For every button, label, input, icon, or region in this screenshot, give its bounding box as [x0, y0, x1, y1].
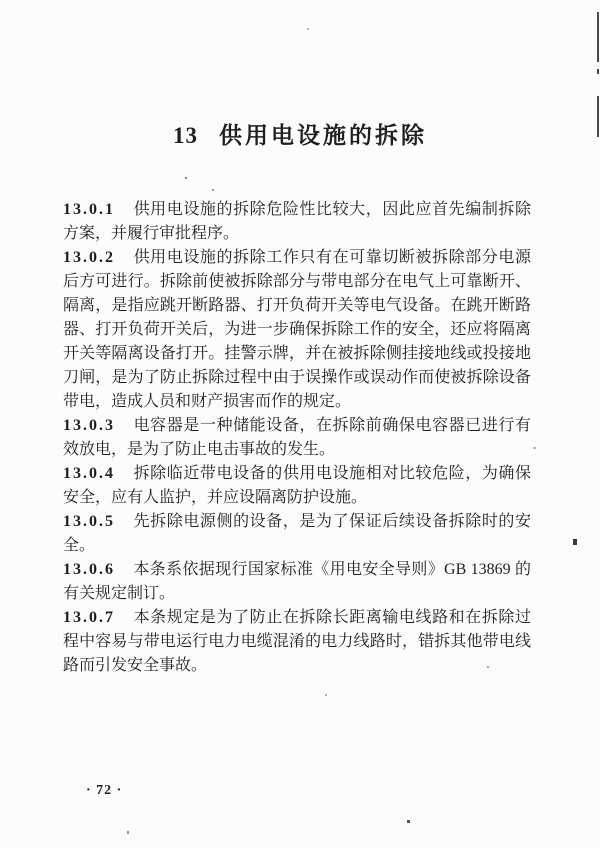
clause-list	[63, 198, 531, 678]
clause-text: 先拆除电源侧的设备，是为了保证后续设备拆除时的安全。	[63, 513, 531, 554]
clause-text: 本条系依据现行国家标准《用电安全导则》GB 13869 的有关规定制订。	[63, 561, 531, 602]
scan-speck	[325, 694, 327, 696]
clause-text: 拆除临近带电设备的供用电设施相对比较危险，为确保安全，应有人监护，并应设隔离防护设施。	[63, 465, 531, 506]
clause-text: 供用电设施的拆除危险性比较大，因此应首先编制拆除方案，并履行审批程序。	[63, 201, 531, 242]
scan-speck	[573, 539, 577, 545]
clause-number: 13.0.1	[63, 201, 115, 218]
clause-13-0-6	[63, 558, 531, 606]
clause-text: 本条规定是为了防止在拆除长距离输电线路和在拆除过程中容易与带电运行电力电缆混淆的电力线路时，错拆其他带电线路而引发安全事故。	[63, 609, 531, 674]
page-number: · 72 ·	[86, 783, 123, 798]
scan-speck	[407, 820, 410, 823]
clause-number: 13.0.5	[63, 513, 115, 530]
clause-text: 供用电设施的拆除工作只有在可靠切断被拆除部分电源后方可进行。拆除前使被拆除部分与带电部分在电气上可靠断开、隔离，是指应跳开断路器、打开负荷开关等电气设备。在跳开断路器、打开负荷开关后，为进一步确保拆除工作的安全，还应将隔离开关等隔离设备打开。挂警示牌，并在被拆除侧挂接地线或投接地刀闸，是为了防止拆除过程中由于误操作或误动作而使被拆除设备带电，造成人员和财产损害而作的规定。	[63, 249, 531, 410]
chapter-number: 13	[173, 123, 198, 148]
scan-speck	[212, 189, 214, 191]
clause-13-0-3	[63, 414, 531, 462]
clause-number: 13.0.3	[63, 417, 115, 434]
chapter-title-text: 供用电设施的拆除	[219, 123, 427, 148]
clause-number: 13.0.2	[63, 249, 115, 266]
clause-13-0-1	[63, 198, 531, 246]
clause-13-0-5	[63, 510, 531, 558]
clause-number: 13.0.6	[63, 561, 115, 578]
scan-speck	[127, 831, 129, 834]
page-footer	[86, 783, 122, 799]
clause-13-0-4	[63, 462, 531, 510]
scan-speck	[185, 177, 187, 179]
scan-speck	[533, 447, 536, 449]
clause-number: 13.0.7	[63, 609, 115, 626]
chapter-title	[0, 0, 600, 152]
clause-13-0-2	[63, 246, 531, 414]
clause-13-0-7	[63, 606, 531, 678]
clause-text: 电容器是一种储能设备，在拆除前确保电容器已进行有效放电，是为了防止电击事故的发生。	[63, 417, 531, 458]
clause-number: 13.0.4	[63, 465, 115, 482]
